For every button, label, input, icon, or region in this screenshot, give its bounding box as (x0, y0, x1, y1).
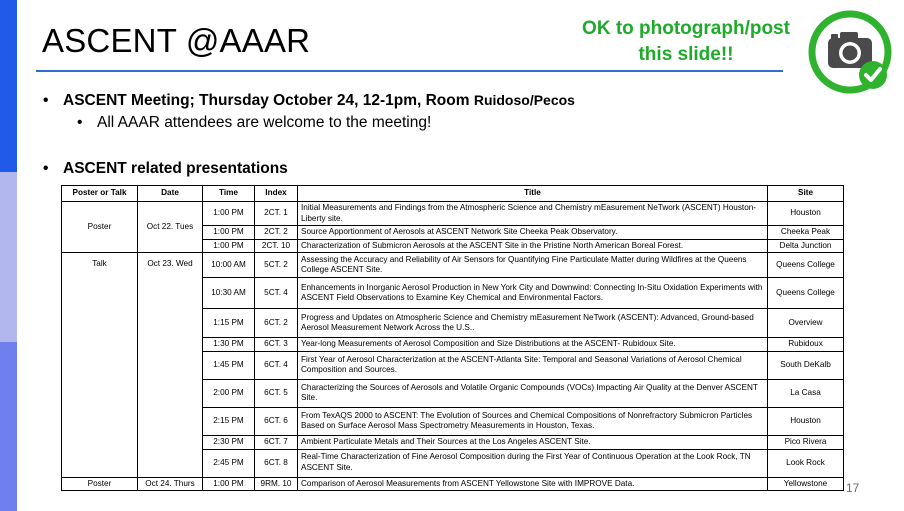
header-type: Poster or Talk (62, 186, 138, 202)
cell-time: 1:00 PM (203, 202, 255, 226)
cell-index: 6CT. 7 (255, 435, 298, 449)
photo-note-line-1: OK to photograph/post (582, 18, 790, 39)
title-underline (36, 70, 783, 72)
header-title: Title (298, 186, 768, 202)
cell-title: Year-long Measurements of Aerosol Composition and Size Distributions at the ASCENT- Rubidoux Site. (298, 338, 768, 352)
cell-title: Comparison of Aerosol Measurements from ASCENT Yellowstone Site with IMPROVE Data. (298, 477, 768, 491)
cell-site: Overview (768, 309, 844, 338)
header-site: Site (768, 186, 844, 202)
cell-index: 6CT. 4 (255, 351, 298, 379)
bullet-dot: • (43, 160, 49, 177)
cell-title: Real-Time Characterization of Fine Aerosol Composition during the First Year of Continuous Operation at the Look Rock, TN ASCENT Site. (298, 449, 768, 477)
meeting-bullet (43, 92, 575, 110)
header-index: Index (255, 186, 298, 202)
header-date: Date (138, 186, 203, 202)
cell-time: 1:00 PM (203, 239, 255, 253)
slide-title: ASCENT @AAAR (42, 22, 311, 59)
bullet-dot: • (77, 114, 83, 131)
meeting-text: ASCENT Meeting; Thursday October 24, 12-1pm, Room (63, 92, 474, 109)
cell-site: Look Rock (768, 449, 844, 477)
cell-title: First Year of Aerosol Characterization at the ASCENT-Atlanta Site: Temporal and Seasonal Variations of Aerosol Chemical Composition and Sources. (298, 351, 768, 379)
table-row (62, 253, 844, 278)
cell-title: Characterization of Submicron Aerosols at the ASCENT Site in the Pristine North American Boreal Forest. (298, 239, 768, 253)
cell-time: 10:00 AM (203, 253, 255, 278)
cell-index: 9RM. 10 (255, 477, 298, 491)
cell-time: 2:15 PM (203, 407, 255, 435)
cell-title: Ambient Particulate Metals and Their Sources at the Los Angeles ASCENT Site. (298, 435, 768, 449)
bullet-dot: • (43, 92, 49, 109)
cell-title: Progress and Updates on Atmospheric Science and Chemistry mEasurement NeTwork (ASCENT): Advanced, Ground-based Aerosol Measurement Network Across the U.S.. (298, 309, 768, 338)
cell-title: From TexAQS 2000 to ASCENT: The Evolution of Sources and Chemical Compositions of Nonrefractory Submicron Particles Based on Surface Aerosol Mass Spectrometry Measurements in Houston, Texas. (298, 407, 768, 435)
cell-title: Initial Measurements and Findings from the Atmospheric Science and Chemistry mEasurement NeTwork (ASCENT) Houston-Liberty site. (298, 202, 768, 226)
cell-site: Queens College (768, 278, 844, 309)
presentations-text: ASCENT related presentations (63, 160, 288, 177)
cell-index: 6CT. 6 (255, 407, 298, 435)
cell-index: 5CT. 2 (255, 253, 298, 278)
cell-site: South DeKalb (768, 351, 844, 379)
cell-index: 2CT. 2 (255, 226, 298, 240)
cell-title: Assessing the Accuracy and Reliability of Air Sensors for Quantifying Fine Particulate Matter during Wildfires at the Queens College ASCENT Site. (298, 253, 768, 278)
cell-date: Oct 23. Wed (138, 253, 203, 477)
cell-time: 2:30 PM (203, 435, 255, 449)
camera-check-icon (806, 8, 898, 100)
page-number: 17 (846, 481, 860, 495)
cell-site: Pico Rivera (768, 435, 844, 449)
cell-time: 1:30 PM (203, 338, 255, 352)
cell-time: 1:00 PM (203, 477, 255, 491)
cell-site: La Casa (768, 379, 844, 407)
cell-site: Rubidoux (768, 338, 844, 352)
cell-site: Cheeka Peak (768, 226, 844, 240)
presentations-table (61, 185, 844, 491)
cell-index: 2CT. 10 (255, 239, 298, 253)
table-row (62, 202, 844, 226)
sidebar-accent (0, 0, 17, 511)
cell-site: Yellowstone (768, 477, 844, 491)
cell-time: 10:30 AM (203, 278, 255, 309)
cell-title: Enhancements in Inorganic Aerosol Production in New York City and Downwind: Connecting In-Situ Oxidation Experiments with ASCENT Field Observations to Examine Key Chemical and Environmental Factors. (298, 278, 768, 309)
cell-date: Oct 24. Thurs (138, 477, 203, 491)
cell-index: 6CT. 5 (255, 379, 298, 407)
meeting-room: Ruidoso/Pecos (473, 92, 575, 108)
cell-title: Source Apportionment of Aerosols at ASCENT Network Site Cheeka Peak Observatory. (298, 226, 768, 240)
cell-type: Poster (62, 202, 138, 253)
cell-index: 5CT. 4 (255, 278, 298, 309)
cell-type: Poster (62, 477, 138, 491)
photo-note-line-2: this slide!! (638, 44, 734, 65)
sidebar-accent-middle (0, 172, 17, 342)
cell-time: 1:00 PM (203, 226, 255, 240)
cell-time: 1:45 PM (203, 351, 255, 379)
meeting-sub-text: All AAAR attendees are welcome to the meeting! (97, 114, 432, 131)
cell-time: 2:00 PM (203, 379, 255, 407)
photo-permission-note (560, 16, 812, 68)
cell-date: Oct 22. Tues (138, 202, 203, 253)
cell-site: Houston (768, 407, 844, 435)
cell-index: 6CT. 2 (255, 309, 298, 338)
table-row (62, 477, 844, 491)
cell-site: Delta Junction (768, 239, 844, 253)
meeting-sub-bullet (77, 114, 432, 132)
cell-site: Queens College (768, 253, 844, 278)
cell-type: Talk (62, 253, 138, 477)
cell-index: 2CT. 1 (255, 202, 298, 226)
header-time: Time (203, 186, 255, 202)
presentations-bullet (43, 160, 288, 178)
cell-time: 1:15 PM (203, 309, 255, 338)
cell-title: Characterizing the Sources of Aerosols and Volatile Organic Compounds (VOCs) Impacting Air Quality at the Denver ASCENT Site. (298, 379, 768, 407)
cell-index: 6CT. 8 (255, 449, 298, 477)
sidebar-accent-top (0, 0, 17, 172)
cell-index: 6CT. 3 (255, 338, 298, 352)
table-header-row (62, 186, 844, 202)
cell-time: 2:45 PM (203, 449, 255, 477)
cell-site: Houston (768, 202, 844, 226)
sidebar-accent-bottom (0, 342, 17, 511)
